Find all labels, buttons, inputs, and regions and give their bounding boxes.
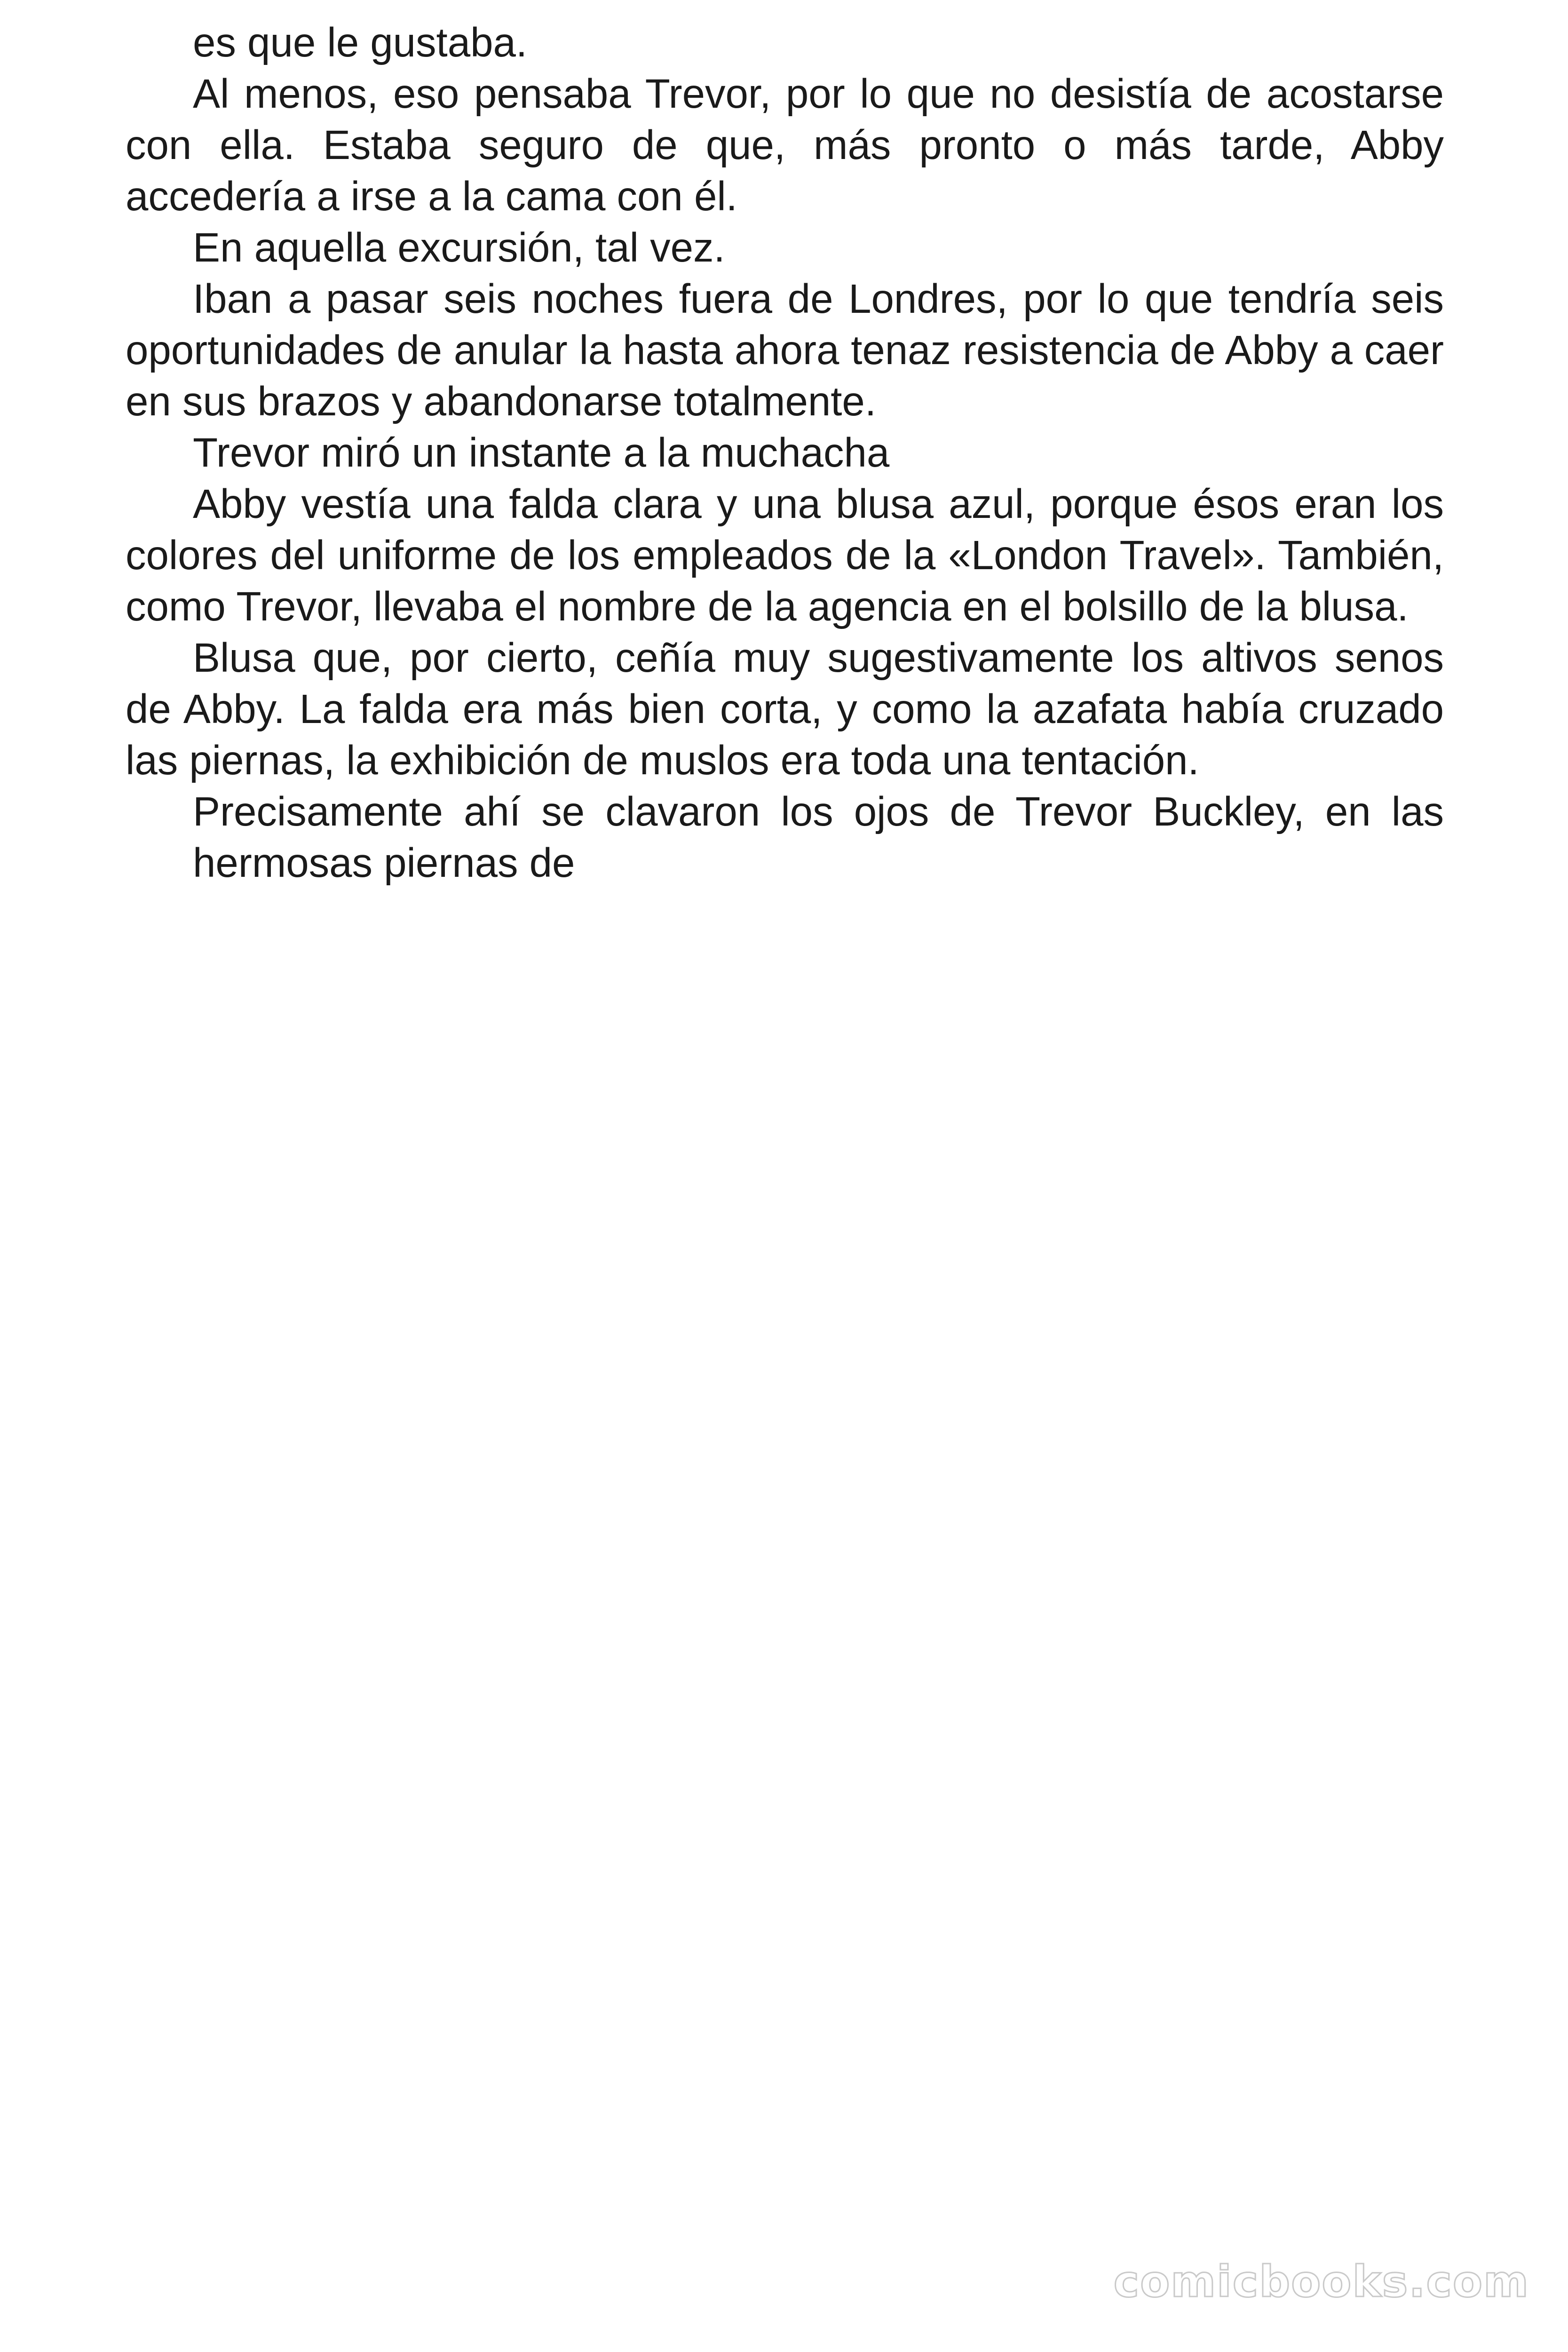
paragraph-5: Trevor miró un instante a la muchacha bbox=[193, 430, 890, 476]
paragraph-1: es que le gustaba. bbox=[193, 20, 528, 65]
paragraph-2: Al menos, eso pensaba Trevor, por lo que no desistía de acostarse con ella. Estaba seguro de que, más pronto o más tarde, Abby accedería a irse a la cama con él. bbox=[126, 71, 1444, 219]
paragraph-4: Iban a pasar seis noches fuera de Londres, por lo que tendría seis oportunidades de anular la hasta ahora tenaz resistencia de Abby a caer en sus brazos y abandonarse totalmente. bbox=[126, 276, 1444, 424]
document-page bbox=[126, 17, 1444, 889]
paragraph-6: Abby vestía una falda clara y una blusa azul, porque ésos eran los colores del uniforme de los empleados de la «London Travel». También, como Trevor, llevaba el nombre de la agencia en el bolsillo de la blusa. bbox=[126, 481, 1444, 629]
paragraph-3: En aquella excursión, tal vez. bbox=[193, 225, 725, 270]
paragraph-7: Blusa que, por cierto, ceñía muy sugestivamente los altivos senos de Abby. La falda era más bien corta, y como la azafata había cruzado las piernas, la exhibición de muslos era toda una tentación. bbox=[126, 635, 1444, 783]
paragraph-8: Precisamente ahí se clavaron los ojos de Trevor Buckley, en las hermosas piernas de bbox=[193, 789, 1444, 886]
watermark: comicbooks.com bbox=[1113, 2257, 1529, 2307]
